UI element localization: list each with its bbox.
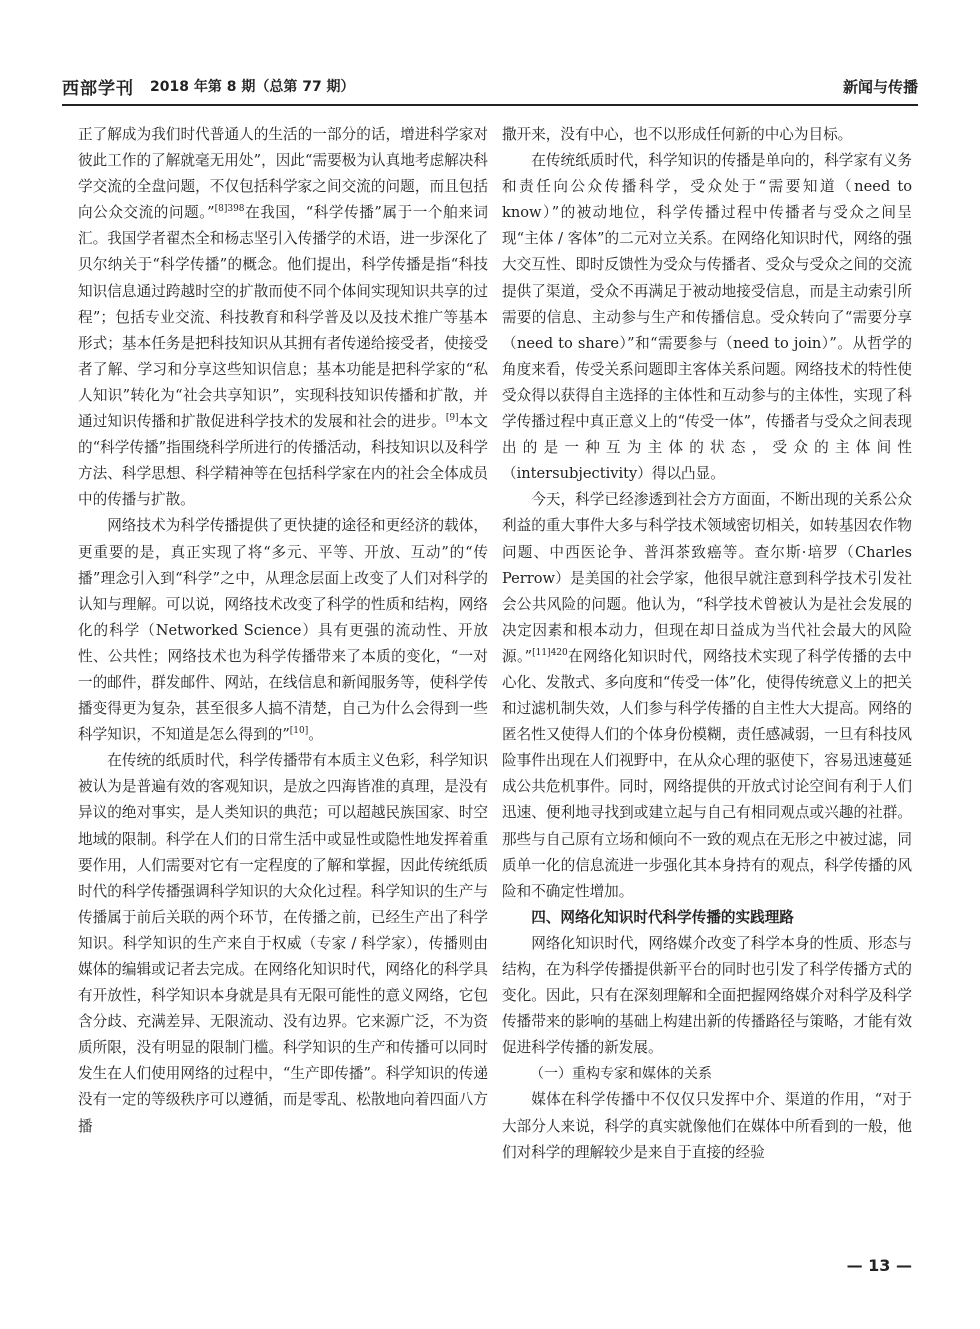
paragraph [502, 487, 912, 905]
text-run: 在网络化知识时代，网络技术实现了科学传播的去中心化、发散式、多向度和“传受一体”化，使得传统意义上的把关和过滤机制失效，人们参与科学传播的自主性大大提高。网络的匿名性又使得人们的个体身份模糊，责任感减弱，一旦有科技风险事件出现在人们视野中，在从众心理的驱使下，容易迅速蔓延成公共危机事件。同时，网络提供的开放式讨论空间有利于人们迅速、便利地寻找到或建立起与自己有相同观点或兴趣的社群。那些与自己原有立场和倾向不一致的观点在无形之中被过滤，同质单一化的信息流进一步强化其本身持有的观点，科学传播的风险和不确定性增加。 [502, 647, 912, 900]
paragraph: 撒开来，没有中心，也不以形成任何新的中心为目标。 [502, 126, 853, 143]
paragraph: 媒体在科学传播中不仅仅只发挥中介、渠道的作用，“对于大部分人来说，科学的真实就像他们在媒体中所看到的一般，他们对科学的理解较少是来自于直接的经验 [502, 1091, 912, 1161]
citation: [10] [289, 726, 309, 737]
paragraph: 在传统纸质时代，科学知识的传播是单向的，科学家有义务和责任向公众传播科学，受众处于“需要知道（need to know）”的被动地位，科学传播过程中传播者与受众之间呈现“主体 / 客体”的二元对立关系。在网络化知识时代，网络的强大交互性、即时反馈性为受众与传播者、受众与受众之间的交流提供了渠道，受众不再满足于被动地接受信息，而是主动索引所需要的信息、主动参与生产和传播信息。受众转向了“需要分享（need to share）”和“需要参与（need to join）”。从哲学的角度来看，传受关系问题即主客体关系问题。网络技术的特性使受众得以获得自主选择的主体性和互动参与的主体性，实现了科学传播过程中真正意义上的“传受一体”，传播者与受众之间表现出的是一种互为主体的状态，受众的主体间性（intersubjectivity）得以凸显。 [502, 152, 912, 483]
text-run: 本文的“科学传播”指围绕科学所进行的传播活动，科技知识以及科学方法、科学思想、科学精神等在包括科学家在内的社会全体成员中的传播与扩散。 [78, 413, 488, 509]
page-number: — 13 — [846, 1256, 912, 1275]
left-column [78, 122, 488, 1140]
section-heading: 四、网络化知识时代科学传播的实践理路 [531, 908, 794, 926]
right-column [502, 122, 912, 1166]
text-run: 正了解成为我们时代普通人的生活的一部分的话，增进科学家对彼此工作的了解就毫无用处”，因此“需要极为认真地考虑解决科学交流的全盘问题，不仅包括科学家之间交流的问题，而且包括向公众交流的问题。” [78, 126, 488, 222]
text-run: 。 [308, 726, 323, 744]
paragraph: 网络化知识时代，网络媒介改变了科学本身的性质、形态与结构，在为科学传播提供新平台的同时也引发了科学传播方式的变化。因此，只有在深刻理解和全面把握网络媒介对科学及科学传播带来的影响的基础上构建出新的传播路径与策略，才能有效促进科学传播的新发展。 [502, 934, 912, 1057]
text-run: 在我国，“科学传播”属于一个舶来词汇。我国学者翟杰全和杨志坚引入传播学的术语，进一步深化了贝尔纳关于“科学传播”的概念。他们提出，科学传播是指“科技知识信息通过跨越时空的扩散而使不同个体间实现知识共享的过程”；包括专业交流、科技教育和科学普及以及技术推广等基本形式；基本任务是把科技知识从其拥有者传递给接受者，使接受者了解、学习和分享这些知识信息；基本功能是把科学家的“私人知识”转化为“社会共享知识”，实现科技知识传播和扩散，并通过知识传播和扩散促进科学技术的发展和社会的进步。 [78, 204, 488, 431]
citation: [9] [445, 413, 459, 424]
journal-title: 西部学刊 [62, 79, 134, 99]
text-run: 今天，科学已经渗透到社会方方面面，不断出现的关系公众利益的重大事件大多与科学技术领域密切相关，如转基因农作物问题、中西医论争、普洱茶致癌等。查尔斯·培罗（Charles Perrow）是美国的社会学家，他很早就注意到科学技术引发社会公共风险的问题。他认为，“科学技术曾被认为是社会发展的决定因素和根本动力，但现在却日益成为当代社会最大的风险源。” [502, 491, 912, 665]
citation: [8]398 [214, 204, 245, 215]
section-name: 新闻与传播 [842, 78, 918, 96]
paragraph [78, 122, 488, 513]
text-run: 网络技术为科学传播提供了更快捷的途径和更经济的载体，更重要的是，真正实现了将“多元、平等、开放、互动”的“传播”理念引入到“科学”之中，从理念层面上改变了人们对科学的认知与理解。可以说，网络技术改变了科学的性质和结构，网络化的科学（Networked Science）具有更强的流动性、开放性、公共性；网络技术也为科学传播带来了本质的变化，“一对一的邮件，群发邮件、网站，在线信息和新闻服务等，使科学传播变得更为复杂，甚至很多人搞不清楚，自己为什么会得到一些科学知识，不知道是怎么得到的” [78, 517, 488, 744]
subsection-heading: （一）重构专家和媒体的关系 [530, 1066, 712, 1083]
paragraph: 在传统的纸质时代，科学传播带有本质主义色彩，科学知识被认为是普遍有效的客观知识，是放之四海皆准的真理，是没有异议的绝对事实，是人类知识的典范；可以超越民族国家、时空地域的限制。科学在人们的日常生活中或显性或隐性地发挥着重要作用，人们需要对它有一定程度的了解和掌握，因此传统纸质时代的科学传播强调科学知识的大众化过程。科学知识的生产与传播属于前后关联的两个环节，在传播之前，已经生产出了科学知识。科学知识的生产来自于权威（专家 / 科学家），传播则由媒体的编辑或记者去完成。在网络化知识时代，网络化的科学具有开放性，科学知识本身就是具有无限可能性的意义网络，它包含分歧、充满差异、无限流动、没有边界。它来源广泛，不为资质所限，没有明显的限制门槛。科学知识的生产和传播可以同时发生在人们使用网络的过程中，“生产即传播”。科学知识的传递没有一定的等级秩序可以遵循，而是零乱、松散地向着四面八方播 [78, 752, 488, 1135]
citation: [11]420 [532, 648, 568, 659]
issue-info: 2018 年第 8 期（总第 77 期） [150, 79, 355, 95]
page-header [62, 70, 918, 106]
paragraph [78, 513, 488, 748]
